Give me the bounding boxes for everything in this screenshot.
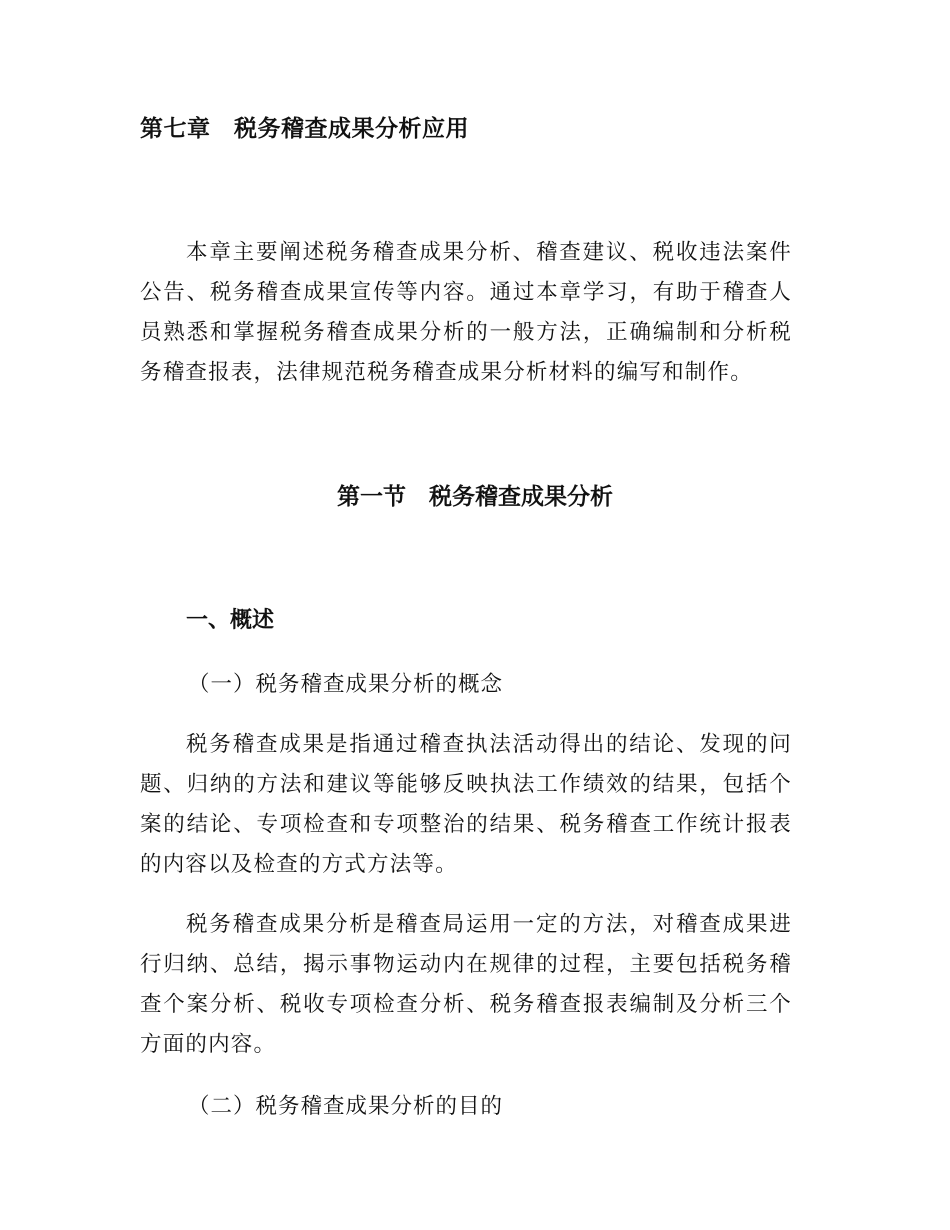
paragraph-achievements-definition: 税务稽查成果是指通过稽查执法活动得出的结论、发现的问题、归纳的方法和建议等能够反映执法工作绩效的结果，包括个案的结论、专项检查和专项整治的结果、税务稽查工作统计报表的内容以及检查的方式方法等。 xyxy=(140,732,792,877)
paragraph-analysis-definition: 税务稽查成果分析是稽查局运用一定的方法，对稽查成果进行归纳、总结，揭示事物运动内在规律的过程，主要包括税务稽查个案分析、税收专项检查分析、税务稽查报表编制及分析三个方面的内容。 xyxy=(140,912,792,1057)
subheading-concept: （一）税务稽查成果分析的概念 xyxy=(188,672,504,697)
chapter-intro-paragraph: 本章主要阐述税务稽查成果分析、稽查建议、税收违法案件公告、税务稽查成果宣传等内容。通过本章学习，有助于稽查人员熟悉和掌握税务稽查成果分析的一般方法，正确编制和分析税务稽查报表，法律规范税务稽查成果分析材料的编写和制作。 xyxy=(140,240,792,385)
subheading-purpose: （二）税务稽查成果分析的目的 xyxy=(188,1094,504,1119)
chapter-title: 第七章 税务稽查成果分析应用 xyxy=(140,116,469,142)
section-title: 第一节 税务稽查成果分析 xyxy=(337,484,613,510)
heading-overview: 一、概述 xyxy=(186,608,275,633)
